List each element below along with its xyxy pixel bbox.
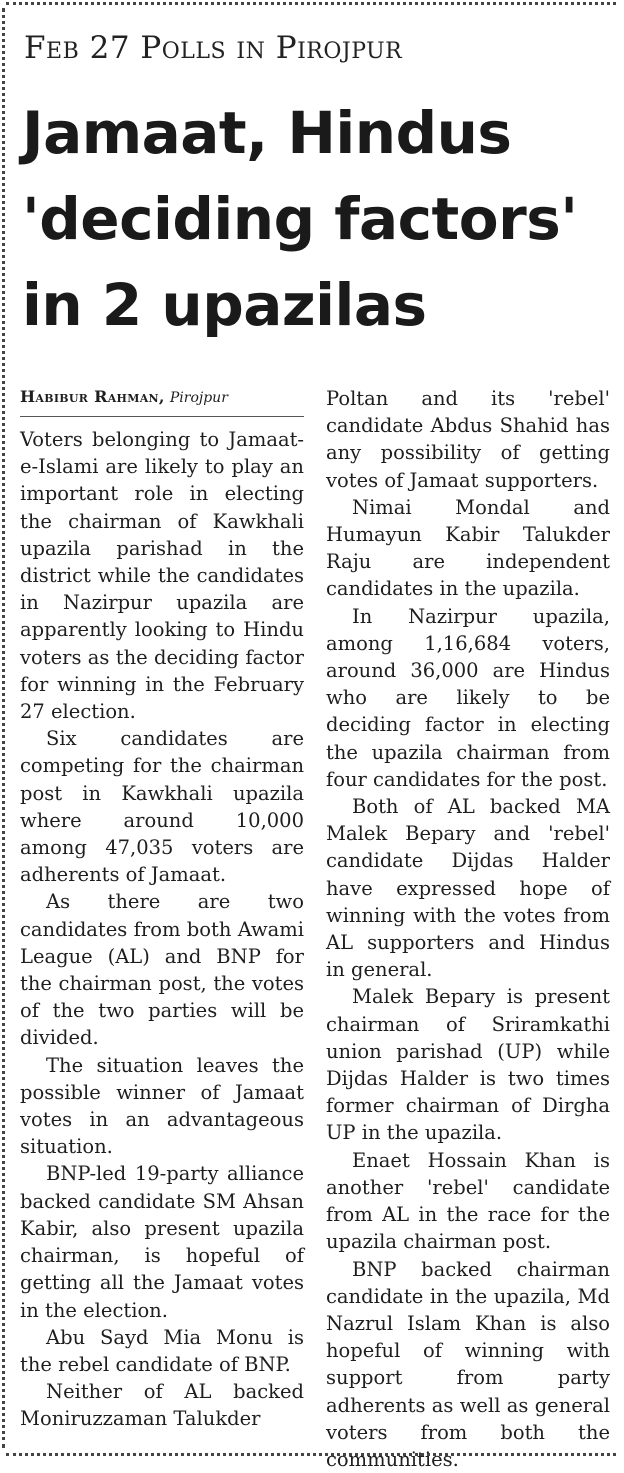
left-dotted-border [2,8,5,1448]
paragraph: Six candidates are competing for the chairman post in Kawkhali upazila where around 10,000 among 47,035 voters are adherents of Jamaat. [20,725,304,888]
top-dotted-border [6,2,616,5]
headline [22,90,622,348]
article-column-left [20,385,304,1433]
headline-line-3: in 2 upazilas [22,262,622,348]
paragraph: Enaet Hossain Khan is another 'rebel' candidate from AL in the race for the upazila chairman post. [326,1147,610,1256]
paragraph: As there are two candidates from both Awami League (AL) and BNP for the chairman post, the votes of the two parties will be divided. [20,888,304,1051]
paragraph: The situation leaves the possible winner of Jamaat votes in an advantageous situation. [20,1052,304,1161]
paragraph: In Nazirpur upazila, among 1,16,684 voters, around 36,000 are Hindus who are likely to be deciding factor in electing the upazila chairman from four candidates for the post. [326,603,610,793]
headline-line-2: 'deciding factors' [22,176,622,262]
paragraph-continued: Poltan and its 'rebel' candidate Abdus Shahid has any possibility of getting votes of Jamaat supporters. [326,385,610,494]
paragraph: Both of AL backed MA Malek Bepary and 'rebel' candidate Dijdas Halder have expressed hope of winning with the votes from AL supporters and Hindus in general. [326,793,610,983]
headline-line-1: Jamaat, Hindus [22,90,622,176]
paragraph: Malek Bepary is present chairman of Sriramkathi union parishad (UP) while Dijdas Halder is two times former chairman of Dirgha UP in the upazila. [326,983,610,1146]
paragraph: Abu Sayd Mia Monu is the rebel candidate of BNP. [20,1324,304,1378]
byline-author: Habibur Rahman, [20,387,165,406]
paragraph: BNP backed chairman candidate in the upazila, Md Nazrul Islam Khan is also hopeful of winning with support from party adherents as well as general voters from both the communities. [326,1256,610,1473]
article-column-right [326,385,610,1473]
paragraph: Voters belonging to Jamaat-e-Islami are likely to play an important role in electing the chairman of Kawkhali upazila parishad in the district while the candidates in Nazirpur upazila are apparently looking to Hindu voters as the deciding factor for winning in the February 27 election. [20,426,304,725]
byline-location: Pirojpur [170,390,228,406]
kicker: Feb 27 Polls in Pirojpur [24,30,402,66]
byline [20,385,304,417]
paragraph: Neither of AL backed Moniruzzaman Talukder [20,1378,304,1432]
paragraph: BNP-led 19-party alliance backed candidate SM Ahsan Kabir, also present upazila chairman, is hopeful of getting all the Jamaat votes in the election. [20,1160,304,1323]
paragraph: Nimai Mondal and Humayun Kabir Talukder Raju are independent candidates in the upazila. [326,494,610,603]
